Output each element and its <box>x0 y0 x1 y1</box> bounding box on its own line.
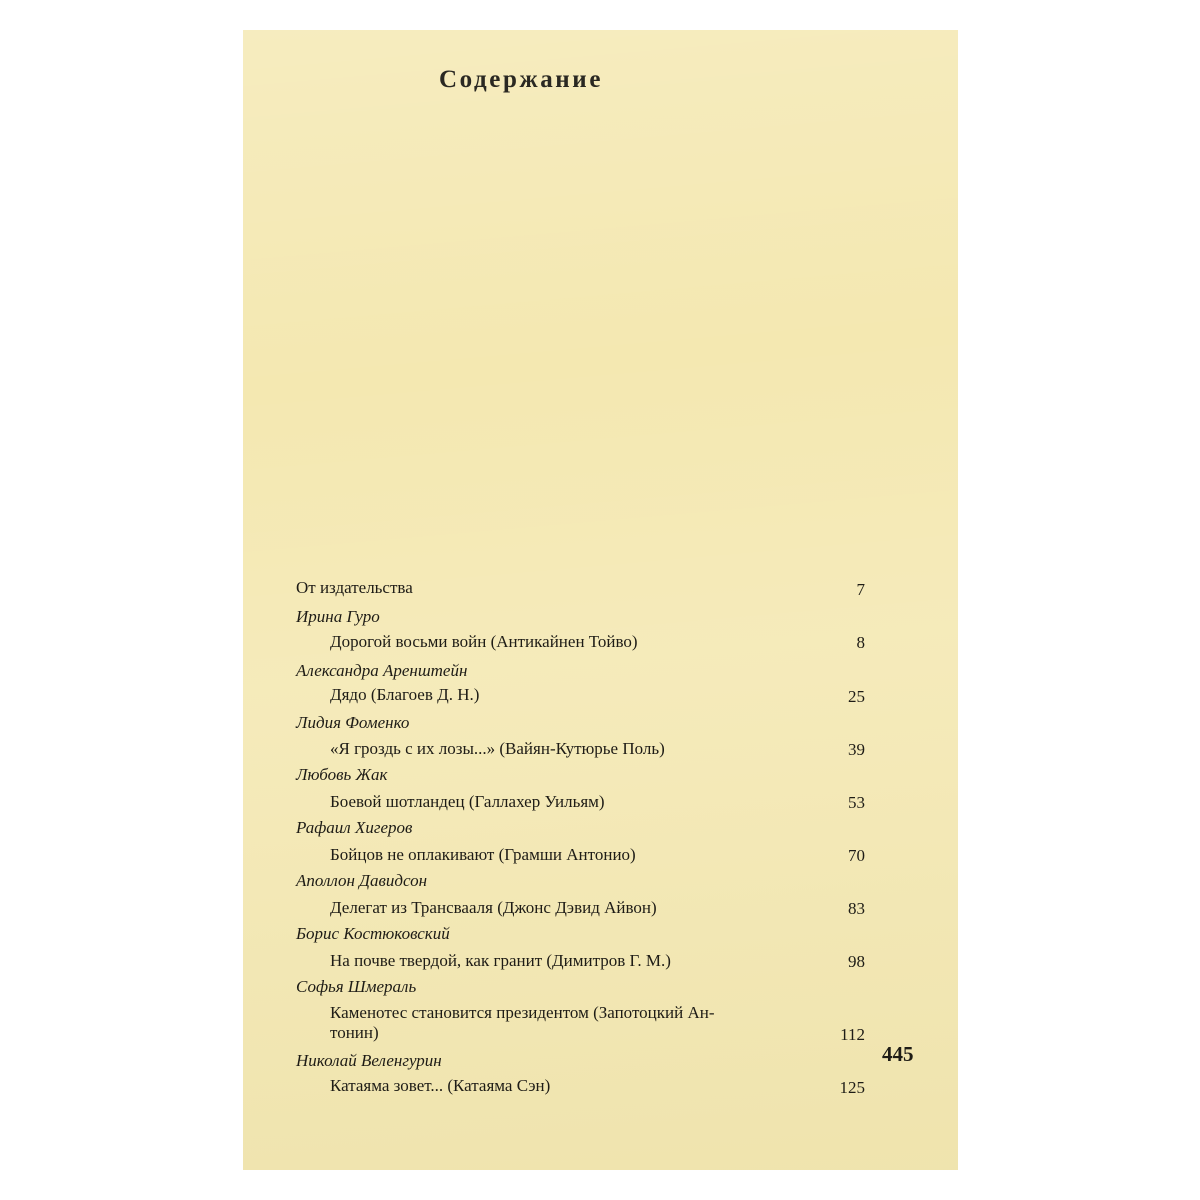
toc-work-title: Каменотес становится президентом (Запотоцкий Ан- <box>330 1003 715 1022</box>
book-page <box>243 30 958 1170</box>
toc-author: Лидия Фоменко <box>296 713 410 732</box>
toc-work-title: Дорогой восьми войн (Антикайнен Тойво) <box>330 632 638 651</box>
toc-author: Николай Веленгурин <box>296 1051 442 1070</box>
toc-work-page: 83 <box>848 899 865 918</box>
toc-author: Рафаил Хигеров <box>296 818 413 837</box>
toc-work-title: «Я гроздь с их лозы...» (Вайян-Кутюрье Поль) <box>330 739 665 758</box>
toc-work-title: На почве твердой, как гранит (Димитров Г. М.) <box>330 951 671 970</box>
toc-author: Ирина Гуро <box>296 607 380 626</box>
toc-author: Борис Костюковский <box>296 924 450 943</box>
toc-work-title: Катаяма зовет... (Катаяма Сэн) <box>330 1076 551 1095</box>
toc-work-page: 8 <box>856 633 865 652</box>
toc-work-page: 53 <box>848 793 865 812</box>
page-number: 445 <box>882 1042 914 1066</box>
toc-work-page: 125 <box>839 1078 865 1097</box>
toc-author: Александра Аренштейн <box>296 661 468 680</box>
toc-work-page: 98 <box>848 952 865 971</box>
toc-preface-title: От издательства <box>296 578 413 597</box>
table-of-contents <box>243 30 958 1170</box>
toc-work-title: Боевой шотландец (Галлахер Уильям) <box>330 792 605 811</box>
toc-author: Аполлон Давидсон <box>296 871 428 890</box>
toc-work-title: Бойцов не оплакивают (Грамши Антонио) <box>330 845 636 864</box>
toc-work-page: 112 <box>840 1025 865 1044</box>
toc-preface-page: 7 <box>856 580 865 599</box>
toc-work-page: 70 <box>848 846 865 865</box>
toc-work-page: 25 <box>848 687 865 706</box>
toc-author: Любовь Жак <box>296 765 388 784</box>
page-title: Содержание <box>439 66 604 93</box>
toc-work-title: Дядо (Благоев Д. Н.) <box>330 685 480 704</box>
toc-author: Софья Шмераль <box>296 977 417 996</box>
toc-work-title: Делегат из Трансвааля (Джонс Дэвид Айвон) <box>330 898 657 917</box>
toc-work-title-continuation: тонин) <box>330 1023 379 1042</box>
toc-work-page: 39 <box>848 740 865 759</box>
